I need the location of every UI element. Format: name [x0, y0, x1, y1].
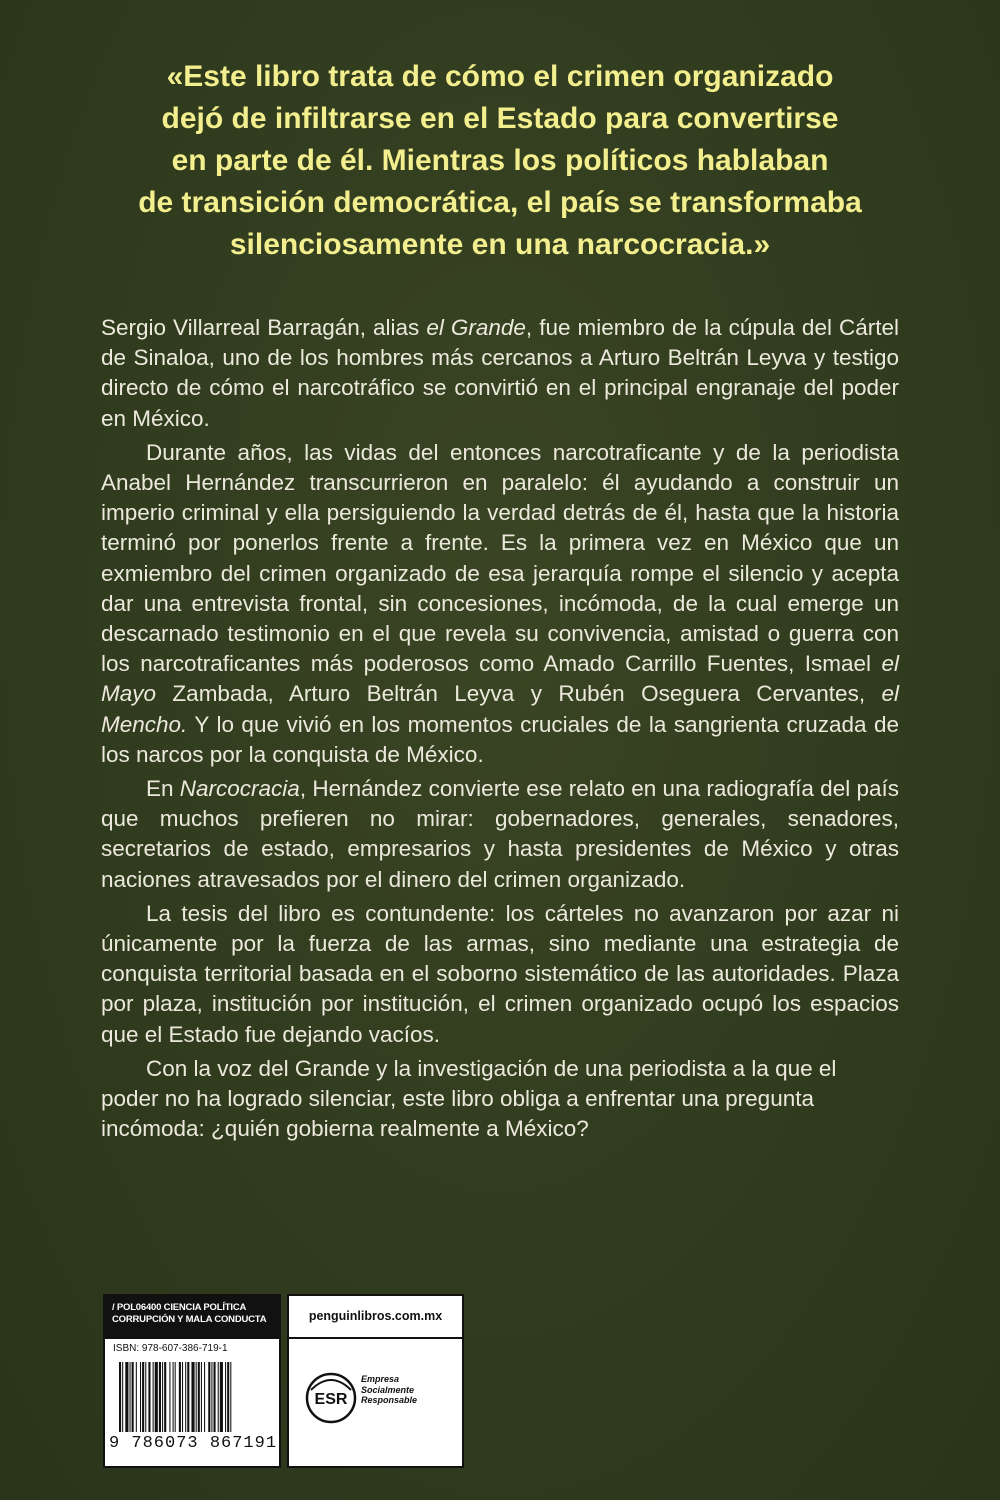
- barcode-bar: [185, 1362, 186, 1432]
- barcode-bar: [227, 1362, 229, 1432]
- quote-line: en parte de él. Mientras los políticos hablaban: [171, 144, 829, 177]
- barcode-bar: [201, 1362, 202, 1432]
- paragraph-2: Durante años, las vidas del entonces narcotraficante y de la periodista Anabel Hernández transcurrieron en paralelo: él ayudando a construir un imperio criminal y ella persiguiendo la verdad detrás de él, hasta que la historia terminó por ponerlos frente a frente. Es la primera vez en México que un exmiembro del crimen organizado de esa jerarquía rompe el silencio y acepta dar una entrevista frontal, sin concesiones, incómoda, de la cual emerge un descarnado testimonio en el que revela su convivencia, amistad o guerra con los narcotraficantes más poderosos como Amado Carrillo Fuentes, Ismael el Mayo Zambada, Arturo Beltrán Leyva y Rubén Oseguera Cervantes, el Mencho. Y lo que vivió en los momentos cruciales de la sangrienta cruzada de los narcos por la conquista de México.: [101, 439, 899, 767]
- barcode-bar: [204, 1362, 205, 1432]
- barcode-bar: [208, 1362, 210, 1432]
- barcode-bar: [196, 1362, 197, 1432]
- barcode-bar: [159, 1362, 161, 1432]
- barcode-bar: [145, 1362, 146, 1432]
- barcode-bar: [155, 1362, 158, 1432]
- svg-text:ESR: ESR: [314, 1391, 348, 1408]
- barcode-icon: [119, 1362, 273, 1432]
- publisher-panel: [287, 1294, 464, 1468]
- barcode-bar: [182, 1362, 183, 1432]
- barcode-bar: [179, 1362, 181, 1432]
- barcode-bar: [162, 1362, 163, 1432]
- barcode-digits: 9 786073 867191: [109, 1434, 278, 1453]
- barcode-bar: [169, 1362, 170, 1432]
- barcode-bar: [122, 1362, 123, 1432]
- category-label: / POL06400 CIENCIA POLÍTICA CORRUPCIÓN Y MALA CONDUCTA: [105, 1296, 279, 1339]
- blurb: [101, 313, 899, 1148]
- barcode-bar: [153, 1362, 154, 1432]
- barcode-bar: [125, 1362, 128, 1432]
- barcode-bar: [164, 1362, 166, 1432]
- quote-line: silenciosamente en una narcocracia.»: [229, 228, 771, 261]
- barcode-bar: [175, 1362, 176, 1432]
- barcode-bar: [230, 1362, 231, 1432]
- barcode-bar: [214, 1362, 216, 1432]
- quote-line: de transición democrática, el país se transformaba: [138, 186, 862, 219]
- quote-line: dejó de infiltrarse en el Estado para convertirse: [161, 102, 839, 135]
- barcode-bar: [173, 1362, 174, 1432]
- esr-caption: Empresa Socialmente Responsable: [361, 1374, 418, 1405]
- paragraph-5: Con la voz del Grande y la investigación de una periodista a la que el poder no ha logrado silenciar, este libro obliga a enfrentar una pregunta incómoda: ¿quién gobierna realmente a México?: [101, 1055, 837, 1142]
- barcode-bar: [225, 1362, 226, 1432]
- paragraph-4: La tesis del libro es contundente: los cárteles no avanzaron por azar ni únicamente por la fuerza de las armas, sino mediante una estrategia de conquista territorial basada en el soborno sistemático de las autoridades. Plaza por plaza, institución por institución, el crimen organizado ocupó los espacios que el Estado fue dejando vacíos.: [101, 900, 899, 1047]
- barcode-bar: [220, 1362, 223, 1432]
- barcode-bar: [142, 1362, 144, 1432]
- barcode-bar: [218, 1362, 219, 1432]
- barcode-bar: [187, 1362, 189, 1432]
- barcode-panel: [103, 1294, 281, 1468]
- barcode-bar: [191, 1362, 194, 1432]
- barcode-bar: [211, 1362, 212, 1432]
- paragraph-1: Sergio Villarreal Barragán, alias el Grande, fue miembro de la cúpula del Cártel de Sinaloa, uno de los hombres más cercanos a Arturo Beltrán Leyva y testigo directo de cómo el narcotráfico se convirtió en el principal engranaje del poder en México.: [101, 315, 899, 431]
- barcode-bar: [119, 1362, 121, 1432]
- quote-line: «Este libro trata de cómo el crimen organizado: [166, 60, 834, 93]
- barcode-bar: [132, 1362, 134, 1432]
- barcode-bar: [148, 1362, 150, 1432]
- pull-quote: [120, 56, 880, 266]
- barcode-bar: [140, 1362, 141, 1432]
- barcode-bar: [130, 1362, 131, 1432]
- website-link[interactable]: penguinlibros.com.mx: [289, 1296, 462, 1339]
- isbn-text: ISBN: 978-607-386-719-1: [113, 1343, 228, 1354]
- barcode-bar: [136, 1362, 137, 1432]
- barcode-bar: [198, 1362, 200, 1432]
- paragraph-3: En Narcocracia, Hernández convierte ese relato en una radiografía del país que muchos prefieren no mirar: gobernadores, generales, senadores, secretarios de estado, empresarios y hasta presidentes de México y otras naciones atravesados por el dinero del crimen organizado.: [101, 776, 899, 892]
